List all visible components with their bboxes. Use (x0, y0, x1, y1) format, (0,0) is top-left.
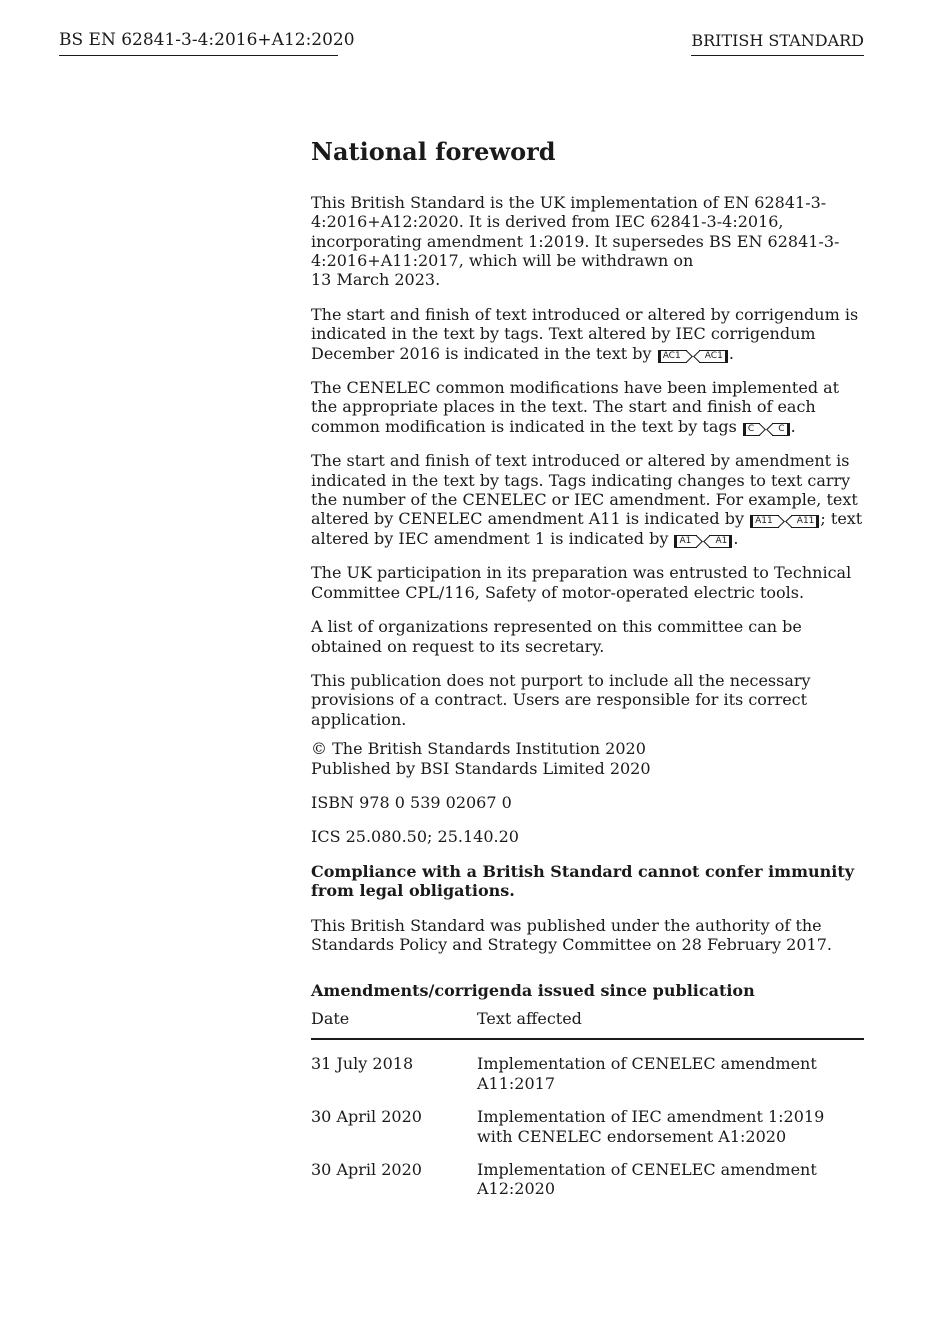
implementation-text: This British Standard is the UK implementation of EN 62841-3-4:2016+A12:2020. It is derived from IEC 62841-3-4:2016, incorporating amendment 1:2019. It supersedes BS EN 62841-3-4:2016+A11:2017, which will be withdrawn on (311, 192, 840, 271)
row-date: 31 July 2018 (311, 1054, 414, 1074)
table-header-row (311, 1009, 864, 1039)
table-row (311, 1093, 864, 1146)
paragraph-common-modifications: The CENELEC common modifications have been implemented at the appropriate places in the text. The start and finish of each common modification is indicated in the text by tags C C . (311, 378, 840, 436)
common-mod-close-tag: C (772, 423, 789, 436)
corrigendum-close-tag: AC1 (699, 350, 728, 363)
amendments-table (311, 1009, 864, 1198)
paragraph-committee: The UK participation in its preparation was entrusted to Technical Committee CPL/116, Safety of motor-operated electric tools. (311, 563, 852, 602)
amendment-tags-text: The start and finish of text introduced or altered by amendment is indicated in the text by tags. Tags indicating changes to text carry the number of the CENELEC or IEC amendment. For example, text altered by CENELEC amendment A11 is indicated by (311, 451, 858, 529)
column-header-text: Text affected (477, 1009, 864, 1039)
ics: ICS 25.080.50; 25.140.20 (311, 827, 519, 847)
compliance-statement: Compliance with a British Standard cannot confer immunity from legal obligations. (311, 861, 855, 901)
row-text: Implementation of CENELEC amendment A11:2017 (477, 1054, 817, 1093)
isbn: ISBN 978 0 539 02067 0 (311, 792, 512, 812)
a1-close-tag: A1 (709, 535, 732, 548)
withdrawal-date: 13 March 2023. (311, 270, 441, 290)
row-date: 30 April 2020 (311, 1160, 422, 1180)
paragraph-organizations: A list of organizations represented on this committee can be obtained on request to its secretary. (311, 617, 802, 656)
paragraph-copyright (311, 739, 864, 778)
paragraph-authority: This British Standard was published under the authority of the Standards Policy and Strategy Committee on 28 February 2017. (311, 915, 832, 954)
amendments-title: Amendments/corrigenda issued since publication (311, 981, 755, 1001)
published-line: Published by BSI Standards Limited 2020 (311, 758, 651, 778)
row-text: Implementation of IEC amendment 1:2019 with CENELEC endorsement A1:2020 (477, 1107, 825, 1146)
document-id: BS EN 62841-3-4:2016+A12:2020 (59, 30, 338, 56)
copyright-line: © The British Standards Institution 2020 (311, 739, 646, 759)
standard-label: BRITISH STANDARD (691, 31, 864, 56)
foreword-body (311, 138, 864, 1199)
corrigendum-open-tag: AC1 (658, 350, 687, 363)
corrigendum-text: The start and finish of text introduced or altered by corrigendum is indicated in the text by tags. Text altered by IEC corrigendum December 2016 is indicated in the text by (311, 304, 859, 363)
amendment-tags-text-2: ; text altered by IEC amendment 1 is indicated by (311, 509, 863, 548)
a11-close-tag: A11 (791, 515, 820, 528)
paragraph-amendment-tags: The start and finish of text introduced or altered by amendment is indicated in the text by tags. Tags indicating changes to text carry the number of the CENELEC or IEC amendment. For example, text altered by CENELEC amendment A11 is indicated by A11 A11 ; text altered by IEC amendment 1 is indicated by A1 A1 . (311, 451, 863, 548)
paragraph-disclaimer: This publication does not purport to include all the necessary provisions of a contract. Users are responsible for its correct application. (311, 670, 811, 729)
common-mod-open-tag: C (743, 423, 760, 436)
table-row (311, 1146, 864, 1199)
paragraph-corrigendum: The start and finish of text introduced or altered by corrigendum is indicated in the text by tags. Text altered by IEC corrigendum December 2016 is indicated in the text by AC1 AC1 . (311, 304, 859, 363)
a11-open-tag: A11 (750, 515, 779, 528)
paragraph-implementation (311, 193, 864, 290)
column-header-date: Date (311, 1009, 477, 1039)
table-row (311, 1039, 864, 1093)
common-modifications-text: The CENELEC common modifications have been implemented at the appropriate places in the text. The start and finish of each common modification is indicated in the text by tags (311, 378, 840, 436)
row-date: 30 April 2020 (311, 1107, 422, 1127)
a1-open-tag: A1 (674, 535, 697, 548)
page-title: National foreword (311, 137, 556, 166)
row-text: Implementation of CENELEC amendment A12:2020 (477, 1160, 817, 1199)
